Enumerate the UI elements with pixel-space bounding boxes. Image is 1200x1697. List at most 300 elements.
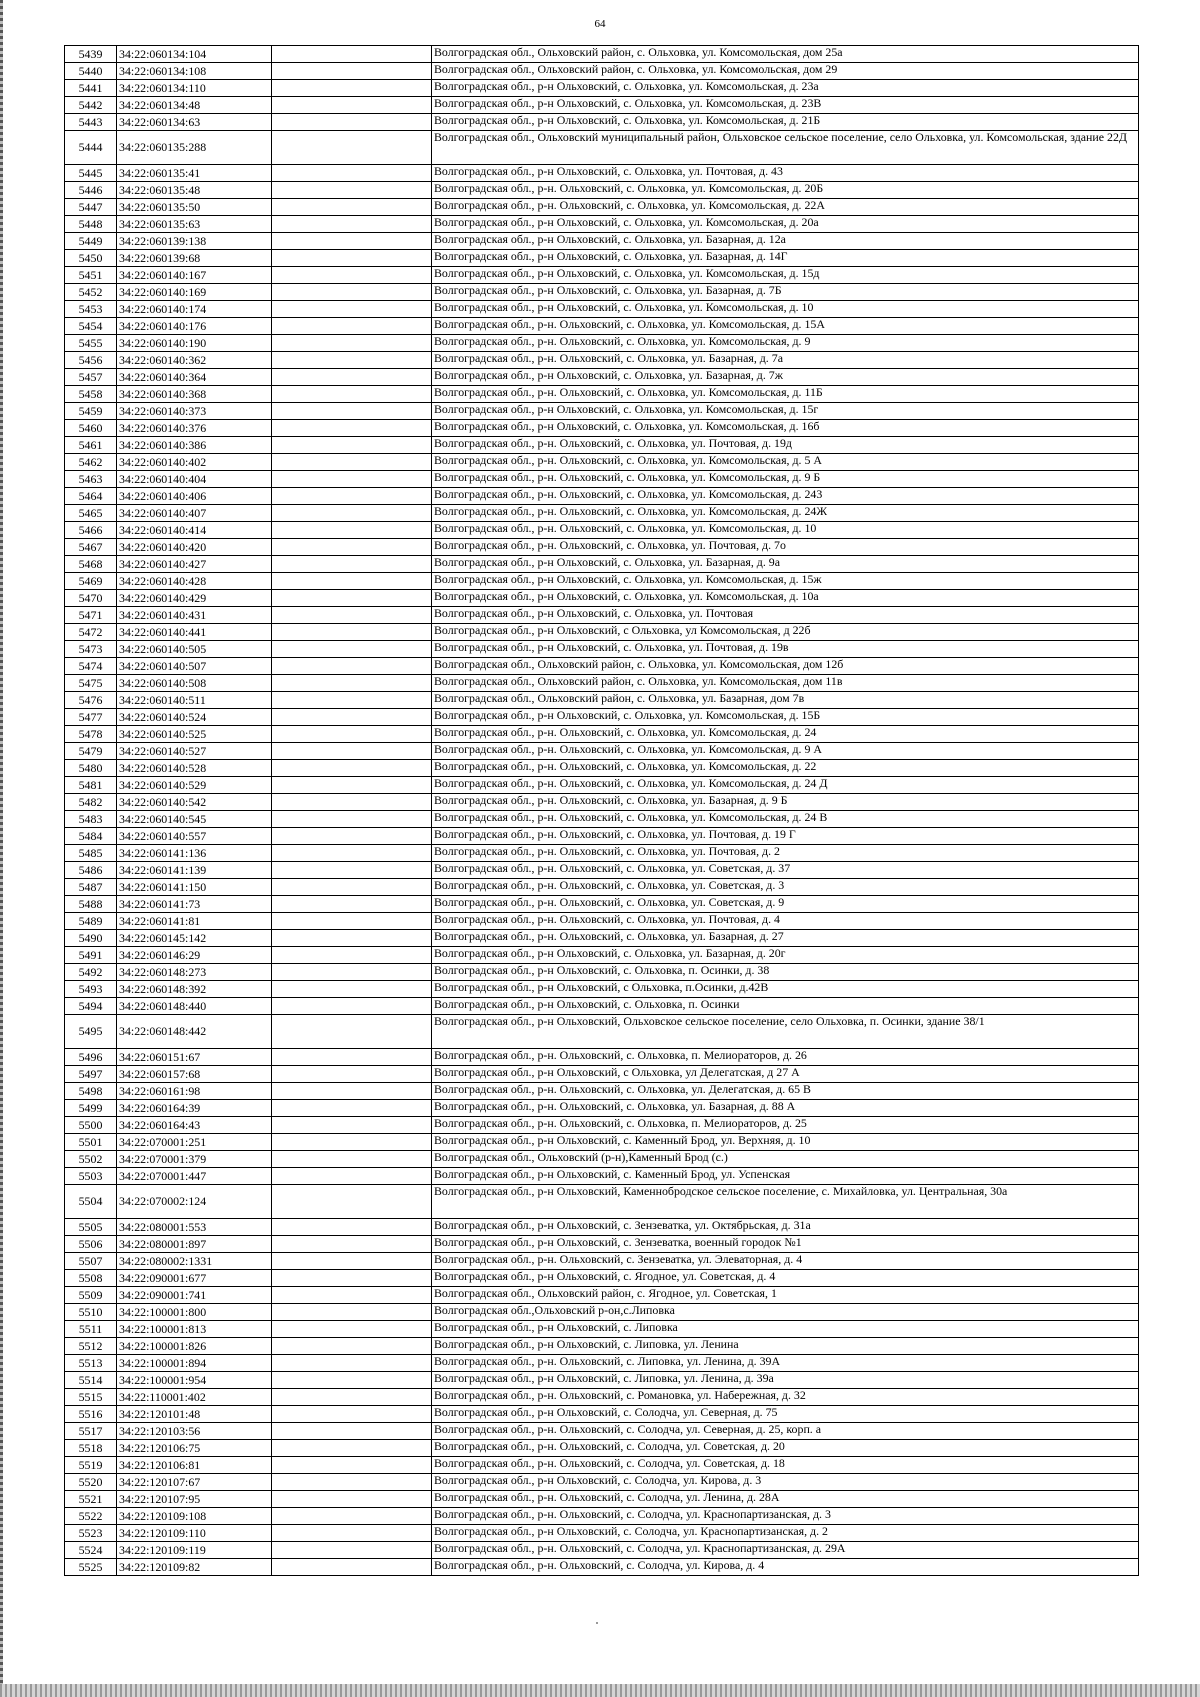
empty-cell — [272, 318, 432, 335]
address-cell: Волгоградская обл., р-н Ольховский, Каменнобродское сельское поселение, с. Михайловка, ул. Центральная, 30а — [432, 1185, 1139, 1219]
table-row — [65, 1338, 1139, 1355]
address-cell: Волгоградская обл., р-н. Ольховский, с. Солодча, ул. Краснопартизанская, д. 3 — [432, 1508, 1139, 1525]
row-number-cell: 5474 — [65, 658, 117, 675]
address-cell: Волгоградская обл., р-н. Ольховский, с. Солодча, ул. Советская, д. 18 — [432, 1457, 1139, 1474]
address-cell: Волгоградская обл., р-н. Ольховский, с. Ольховка, ул. Почтовая, д. 7о — [432, 539, 1139, 556]
cadastral-number-cell: 34:22:060140:190 — [117, 335, 272, 352]
empty-cell — [272, 1083, 432, 1100]
address-cell: Волгоградская обл., р-н. Ольховский, с. Ольховка, ул. Базарная, д. 7а — [432, 352, 1139, 369]
row-number-cell: 5461 — [65, 437, 117, 454]
cadastral-number-cell: 34:22:080001:897 — [117, 1236, 272, 1253]
empty-cell — [272, 777, 432, 794]
empty-cell — [272, 828, 432, 845]
address-cell: Волгоградская обл., р-н. Ольховский, с. Липовка, ул. Ленина, д. 39А — [432, 1355, 1139, 1372]
empty-cell — [272, 1270, 432, 1287]
cadastral-number-cell: 34:22:110001:402 — [117, 1389, 272, 1406]
cadastral-number-cell: 34:22:060140:431 — [117, 607, 272, 624]
address-cell: Волгоградская обл., р-н Ольховский, с. Ольховка, ул. Базарная, д. 12а — [432, 233, 1139, 250]
table-row — [65, 947, 1139, 964]
row-number-cell: 5490 — [65, 930, 117, 947]
cadastral-number-cell: 34:22:060157:68 — [117, 1066, 272, 1083]
table-row — [65, 641, 1139, 658]
row-number-cell: 5457 — [65, 369, 117, 386]
row-number-cell: 5449 — [65, 233, 117, 250]
empty-cell — [272, 1542, 432, 1559]
cadastral-number-cell: 34:22:060140:528 — [117, 760, 272, 777]
table-row — [65, 573, 1139, 590]
row-number-cell: 5508 — [65, 1270, 117, 1287]
cadastral-number-cell: 34:22:100001:800 — [117, 1304, 272, 1321]
empty-cell — [272, 1066, 432, 1083]
empty-cell — [272, 1355, 432, 1372]
empty-cell — [272, 46, 432, 63]
row-number-cell: 5485 — [65, 845, 117, 862]
row-number-cell: 5511 — [65, 1321, 117, 1338]
table-row — [65, 131, 1139, 165]
empty-cell — [272, 590, 432, 607]
address-cell: Волгоградская обл., р-н. Ольховский, с. Зензеватка, ул. Элеваторная, д. 4 — [432, 1253, 1139, 1270]
empty-cell — [272, 726, 432, 743]
scan-edge-left — [0, 0, 3, 1697]
empty-cell — [272, 1508, 432, 1525]
table-row — [65, 1372, 1139, 1389]
table-row — [65, 794, 1139, 811]
table-row — [65, 488, 1139, 505]
address-cell: Волгоградская обл., Ольховский район, с. Ольховка, ул. Базарная, дом 7в — [432, 692, 1139, 709]
table-row — [65, 1440, 1139, 1457]
empty-cell — [272, 1015, 432, 1049]
row-number-cell: 5463 — [65, 471, 117, 488]
cadastral-number-cell: 34:22:120109:110 — [117, 1525, 272, 1542]
address-cell: Волгоградская обл., р-н Ольховский, с. Ольховка, ул. Комсомольская, д. 15Б — [432, 709, 1139, 726]
cadastral-number-cell: 34:22:060134:63 — [117, 114, 272, 131]
empty-cell — [272, 233, 432, 250]
table-row — [65, 1542, 1139, 1559]
address-cell: Волгоградская обл., р-н Ольховский, с. Солодча, ул. Кирова, д. 3 — [432, 1474, 1139, 1491]
table-row — [65, 709, 1139, 726]
row-number-cell: 5478 — [65, 726, 117, 743]
scan-edge-bottom — [0, 1684, 1200, 1697]
cadastral-number-cell: 34:22:060146:29 — [117, 947, 272, 964]
row-number-cell: 5505 — [65, 1219, 117, 1236]
row-number-cell: 5460 — [65, 420, 117, 437]
empty-cell — [272, 454, 432, 471]
row-number-cell: 5489 — [65, 913, 117, 930]
cadastral-number-cell: 34:22:070001:251 — [117, 1134, 272, 1151]
table-row — [65, 1185, 1139, 1219]
empty-cell — [272, 641, 432, 658]
row-number-cell: 5450 — [65, 250, 117, 267]
empty-cell — [272, 1287, 432, 1304]
row-number-cell: 5443 — [65, 114, 117, 131]
row-number-cell: 5481 — [65, 777, 117, 794]
table-row — [65, 199, 1139, 216]
row-number-cell: 5441 — [65, 80, 117, 97]
row-number-cell: 5467 — [65, 539, 117, 556]
empty-cell — [272, 913, 432, 930]
row-number-cell: 5519 — [65, 1457, 117, 1474]
empty-cell — [272, 947, 432, 964]
empty-cell — [272, 539, 432, 556]
row-number-cell: 5516 — [65, 1406, 117, 1423]
cadastral-number-cell: 34:22:100001:813 — [117, 1321, 272, 1338]
empty-cell — [272, 692, 432, 709]
table-row — [65, 63, 1139, 80]
address-cell: Волгоградская обл., р-н. Ольховский, с. Ольховка, ул. Советская, д. 3 — [432, 879, 1139, 896]
row-number-cell: 5456 — [65, 352, 117, 369]
row-number-cell: 5495 — [65, 1015, 117, 1049]
cadastral-number-cell: 34:22:120107:95 — [117, 1491, 272, 1508]
empty-cell — [272, 862, 432, 879]
cadastral-number-cell: 34:22:120106:75 — [117, 1440, 272, 1457]
cadastral-number-cell: 34:22:060140:176 — [117, 318, 272, 335]
table-row — [65, 777, 1139, 794]
table-row — [65, 1066, 1139, 1083]
empty-cell — [272, 165, 432, 182]
empty-cell — [272, 1525, 432, 1542]
row-number-cell: 5524 — [65, 1542, 117, 1559]
address-cell: Волгоградская обл., Ольховский район, с. Ольховка, ул. Комсомольская, дом 11в — [432, 675, 1139, 692]
cadastral-number-cell: 34:22:060139:68 — [117, 250, 272, 267]
address-cell: Волгоградская обл., р-н Ольховский, с. Зензеватка, военный городок №1 — [432, 1236, 1139, 1253]
row-number-cell: 5473 — [65, 641, 117, 658]
table-row — [65, 1355, 1139, 1372]
address-cell: Волгоградская обл., Ольховский муниципальный район, Ольховское сельское поселение, село Ольховка, ул. Комсомольская, здание 22Д — [432, 131, 1139, 165]
address-cell: Волгоградская обл.,Ольховский р-он,с.Липовка — [432, 1304, 1139, 1321]
address-cell: Волгоградская обл., р-н. Ольховский, с. Солодча, ул. Краснопартизанская, д. 29А — [432, 1542, 1139, 1559]
cadastral-number-cell: 34:22:060140:169 — [117, 284, 272, 301]
cadastral-number-cell: 34:22:090001:677 — [117, 1270, 272, 1287]
cadastral-number-cell: 34:22:120101:48 — [117, 1406, 272, 1423]
empty-cell — [272, 403, 432, 420]
row-number-cell: 5480 — [65, 760, 117, 777]
address-cell: Волгоградская обл., р-н Ольховский, с. Ольховка, ул. Базарная, д. 20г — [432, 947, 1139, 964]
cadastral-number-cell: 34:22:060140:428 — [117, 573, 272, 590]
cadastral-number-cell: 34:22:060134:104 — [117, 46, 272, 63]
address-cell: Волгоградская обл., р-н Ольховский, с Ольховка, ул Комсомольская, д 22б — [432, 624, 1139, 641]
address-cell: Волгоградская обл., р-н. Ольховский, с. Ольховка, ул. Базарная, д. 9 Б — [432, 794, 1139, 811]
row-number-cell: 5448 — [65, 216, 117, 233]
empty-cell — [272, 624, 432, 641]
row-number-cell: 5514 — [65, 1372, 117, 1389]
table-row — [65, 1389, 1139, 1406]
empty-cell — [272, 97, 432, 114]
table-row — [65, 1168, 1139, 1185]
cadastral-number-cell: 34:22:060140:507 — [117, 658, 272, 675]
cadastral-number-cell: 34:22:060140:402 — [117, 454, 272, 471]
row-number-cell: 5509 — [65, 1287, 117, 1304]
cadastral-number-cell: 34:22:090001:741 — [117, 1287, 272, 1304]
table-row — [65, 981, 1139, 998]
table-row — [65, 1100, 1139, 1117]
address-cell: Волгоградская обл., р-н Ольховский, с Ольховка, ул Делегатская, д 27 А — [432, 1066, 1139, 1083]
table-row — [65, 522, 1139, 539]
table-row — [65, 437, 1139, 454]
row-number-cell: 5522 — [65, 1508, 117, 1525]
empty-cell — [272, 675, 432, 692]
empty-cell — [272, 658, 432, 675]
address-cell: Волгоградская обл., р-н. Ольховский, с. Ольховка, ул. Комсомольская, д. 24 — [432, 726, 1139, 743]
table-row — [65, 250, 1139, 267]
address-cell: Волгоградская обл., р-н Ольховский, с Ольховка, п.Осинки, д.42В — [432, 981, 1139, 998]
cadastral-number-cell: 34:22:060134:110 — [117, 80, 272, 97]
empty-cell — [272, 1491, 432, 1508]
table-row — [65, 352, 1139, 369]
row-number-cell: 5501 — [65, 1134, 117, 1151]
row-number-cell: 5497 — [65, 1066, 117, 1083]
empty-cell — [272, 1253, 432, 1270]
empty-cell — [272, 1185, 432, 1219]
cadastral-number-cell: 34:22:100001:894 — [117, 1355, 272, 1372]
empty-cell — [272, 845, 432, 862]
cadastral-number-cell: 34:22:060135:288 — [117, 131, 272, 165]
empty-cell — [272, 1406, 432, 1423]
cadastral-number-cell: 34:22:060164:39 — [117, 1100, 272, 1117]
empty-cell — [272, 505, 432, 522]
cadastral-number-cell: 34:22:060141:150 — [117, 879, 272, 896]
empty-cell — [272, 522, 432, 539]
cadastral-number-cell: 34:22:120107:67 — [117, 1474, 272, 1491]
empty-cell — [272, 437, 432, 454]
table-row — [65, 1423, 1139, 1440]
table-row — [65, 1508, 1139, 1525]
cadastral-number-cell: 34:22:070001:447 — [117, 1168, 272, 1185]
row-number-cell: 5494 — [65, 998, 117, 1015]
address-cell: Волгоградская обл., р-н Ольховский, с. Липовка, ул. Ленина, д. 39а — [432, 1372, 1139, 1389]
address-cell: Волгоградская обл., р-н Ольховский, с. Ольховка, ул. Комсомольская, д. 15д — [432, 267, 1139, 284]
cadastral-number-cell: 34:22:120103:56 — [117, 1423, 272, 1440]
address-cell: Волгоградская обл., р-н. Ольховский, с. Ольховка, ул. Комсомольская, д. 11Б — [432, 386, 1139, 403]
empty-cell — [272, 114, 432, 131]
cadastral-number-cell: 34:22:060140:174 — [117, 301, 272, 318]
table-row — [65, 1117, 1139, 1134]
address-cell: Волгоградская обл., р-н. Ольховский, с. Ольховка, ул. Комсомольская, д. 24 Д — [432, 777, 1139, 794]
row-number-cell: 5517 — [65, 1423, 117, 1440]
address-cell: Волгоградская обл., р-н. Ольховский, с. Ольховка, ул. Почтовая, д. 19д — [432, 437, 1139, 454]
table-row — [65, 165, 1139, 182]
address-cell: Волгоградская обл., р-н. Ольховский, с. Ольховка, ул. Базарная, д. 27 — [432, 930, 1139, 947]
table-row — [65, 471, 1139, 488]
table-row — [65, 301, 1139, 318]
table-row — [65, 233, 1139, 250]
row-number-cell: 5521 — [65, 1491, 117, 1508]
cadastral-number-cell: 34:22:060134:48 — [117, 97, 272, 114]
row-number-cell: 5471 — [65, 607, 117, 624]
address-cell: Волгоградская обл., р-н. Ольховский, с. Ольховка, ул. Советская, д. 37 — [432, 862, 1139, 879]
table-row — [65, 114, 1139, 131]
cadastral-number-cell: 34:22:060145:142 — [117, 930, 272, 947]
table-row — [65, 675, 1139, 692]
table-row — [65, 607, 1139, 624]
row-number-cell: 5498 — [65, 1083, 117, 1100]
address-cell: Волгоградская обл., р-н. Ольховский, с. Солодча, ул. Советская, д. 20 — [432, 1440, 1139, 1457]
address-cell: Волгоградская обл., Ольховский район, с. Ольховка, ул. Комсомольская, дом 12б — [432, 658, 1139, 675]
empty-cell — [272, 743, 432, 760]
table-row — [65, 879, 1139, 896]
cadastral-number-cell: 34:22:060140:364 — [117, 369, 272, 386]
address-cell: Волгоградская обл., р-н Ольховский, с. Ольховка, п. Осинки — [432, 998, 1139, 1015]
row-number-cell: 5465 — [65, 505, 117, 522]
address-cell: Волгоградская обл., р-н. Ольховский, с. Ольховка, ул. Комсомольская, д. 9 Б — [432, 471, 1139, 488]
cadastral-number-cell: 34:22:060141:136 — [117, 845, 272, 862]
cadastral-number-cell: 34:22:060140:441 — [117, 624, 272, 641]
cadastral-number-cell: 34:22:060140:427 — [117, 556, 272, 573]
cadastral-number-cell: 34:22:060140:508 — [117, 675, 272, 692]
row-number-cell: 5466 — [65, 522, 117, 539]
address-cell: Волгоградская обл., р-н Ольховский, с. Ольховка, ул. Почтовая, д. 43 — [432, 165, 1139, 182]
address-cell: Волгоградская обл., р-н. Ольховский, с. Ольховка, ул. Базарная, д. 88 А — [432, 1100, 1139, 1117]
address-cell: Волгоградская обл., р-н Ольховский, с. Ольховка, ул. Комсомольская, д. 16б — [432, 420, 1139, 437]
registry-table — [64, 45, 1139, 1576]
cadastral-number-cell: 34:22:060140:420 — [117, 539, 272, 556]
empty-cell — [272, 216, 432, 233]
page-number: 64 — [594, 18, 606, 30]
address-cell: Волгоградская обл., р-н Ольховский, с. Ольховка, ул. Комсомольская, д. 10а — [432, 590, 1139, 607]
empty-cell — [272, 998, 432, 1015]
empty-cell — [272, 794, 432, 811]
row-number-cell: 5513 — [65, 1355, 117, 1372]
table-row — [65, 658, 1139, 675]
row-number-cell: 5482 — [65, 794, 117, 811]
empty-cell — [272, 964, 432, 981]
table-row — [65, 930, 1139, 947]
cadastral-number-cell: 34:22:060161:98 — [117, 1083, 272, 1100]
cadastral-number-cell: 34:22:060140:414 — [117, 522, 272, 539]
row-number-cell: 5518 — [65, 1440, 117, 1457]
row-number-cell: 5483 — [65, 811, 117, 828]
table-row — [65, 1236, 1139, 1253]
address-cell: Волгоградская обл., р-н Ольховский, с. Липовка, ул. Ленина — [432, 1338, 1139, 1355]
row-number-cell: 5464 — [65, 488, 117, 505]
table-row — [65, 539, 1139, 556]
cadastral-number-cell: 34:22:100001:954 — [117, 1372, 272, 1389]
row-number-cell: 5510 — [65, 1304, 117, 1321]
row-number-cell: 5506 — [65, 1236, 117, 1253]
table-row — [65, 760, 1139, 777]
cadastral-number-cell: 34:22:080002:1331 — [117, 1253, 272, 1270]
address-cell: Волгоградская обл., р-н. Ольховский, с. Ольховка, ул. Почтовая, д. 19 Г — [432, 828, 1139, 845]
row-number-cell: 5487 — [65, 879, 117, 896]
table-row — [65, 828, 1139, 845]
row-number-cell: 5447 — [65, 199, 117, 216]
address-cell: Волгоградская обл., р-н Ольховский, с. Ольховка, ул. Базарная, д. 14Г — [432, 250, 1139, 267]
address-cell: Волгоградская обл., р-н. Ольховский, с. Ольховка, п. Мелиораторов, д. 25 — [432, 1117, 1139, 1134]
row-number-cell: 5472 — [65, 624, 117, 641]
cadastral-number-cell: 34:22:060140:407 — [117, 505, 272, 522]
empty-cell — [272, 420, 432, 437]
cadastral-number-cell: 34:22:060140:368 — [117, 386, 272, 403]
empty-cell — [272, 879, 432, 896]
row-number-cell: 5470 — [65, 590, 117, 607]
cadastral-number-cell: 34:22:060141:139 — [117, 862, 272, 879]
address-cell: Волгоградская обл., р-н. Ольховский, с. Ольховка, ул. Почтовая, д. 2 — [432, 845, 1139, 862]
row-number-cell: 5492 — [65, 964, 117, 981]
cadastral-number-cell: 34:22:060140:386 — [117, 437, 272, 454]
address-cell: Волгоградская обл., р-н Ольховский, с. Липовка — [432, 1321, 1139, 1338]
row-number-cell: 5446 — [65, 182, 117, 199]
address-cell: Волгоградская обл., р-н. Ольховский, с. Ольховка, п. Мелиораторов, д. 26 — [432, 1049, 1139, 1066]
row-number-cell: 5442 — [65, 97, 117, 114]
table-row — [65, 267, 1139, 284]
empty-cell — [272, 930, 432, 947]
empty-cell — [272, 607, 432, 624]
empty-cell — [272, 1372, 432, 1389]
address-cell: Волгоградская обл., р-н Ольховский, с. Ягодное, ул. Советская, д. 4 — [432, 1270, 1139, 1287]
table-row — [65, 692, 1139, 709]
address-cell: Волгоградская обл., р-н. Ольховский, с. Ольховка, ул. Комсомольская, д. 5 А — [432, 454, 1139, 471]
table-row — [65, 1287, 1139, 1304]
table-row — [65, 556, 1139, 573]
row-number-cell: 5484 — [65, 828, 117, 845]
row-number-cell: 5453 — [65, 301, 117, 318]
row-number-cell: 5503 — [65, 1168, 117, 1185]
empty-cell — [272, 1338, 432, 1355]
table-row — [65, 46, 1139, 63]
empty-cell — [272, 471, 432, 488]
empty-cell — [272, 1168, 432, 1185]
address-cell: Волгоградская обл., р-н Ольховский, с. Ольховка, ул. Базарная, д. 7ж — [432, 369, 1139, 386]
row-number-cell: 5523 — [65, 1525, 117, 1542]
table-row — [65, 80, 1139, 97]
table-row — [65, 1559, 1139, 1576]
table-row — [65, 318, 1139, 335]
scan-speck — [596, 1622, 598, 1624]
cadastral-number-cell: 34:22:060135:50 — [117, 199, 272, 216]
address-cell: Волгоградская обл., р-н Ольховский, с. Каменный Брод, ул. Верхняя, д. 10 — [432, 1134, 1139, 1151]
empty-cell — [272, 1559, 432, 1576]
table-row — [65, 1253, 1139, 1270]
row-number-cell: 5476 — [65, 692, 117, 709]
table-row — [65, 454, 1139, 471]
empty-cell — [272, 811, 432, 828]
table-row — [65, 97, 1139, 114]
row-number-cell: 5496 — [65, 1049, 117, 1066]
table-row — [65, 998, 1139, 1015]
empty-cell — [272, 1423, 432, 1440]
row-number-cell: 5445 — [65, 165, 117, 182]
table-row — [65, 216, 1139, 233]
table-row — [65, 845, 1139, 862]
address-cell: Волгоградская обл., р-н. Ольховский, с. Ольховка, ул. Комсомольская, д. 22 — [432, 760, 1139, 777]
address-cell: Волгоградская обл., р-н. Ольховский, с. Солодча, ул. Северная, д. 25, корп. а — [432, 1423, 1139, 1440]
address-cell: Волгоградская обл., р-н Ольховский, с. Ольховка, ул. Комсомольская, д. 20а — [432, 216, 1139, 233]
row-number-cell: 5507 — [65, 1253, 117, 1270]
cadastral-number-cell: 34:22:060164:43 — [117, 1117, 272, 1134]
cadastral-number-cell: 34:22:060135:48 — [117, 182, 272, 199]
empty-cell — [272, 981, 432, 998]
address-cell: Волгоградская обл., р-н Ольховский, с. Ольховка, ул. Почтовая — [432, 607, 1139, 624]
cadastral-number-cell: 34:22:060148:442 — [117, 1015, 272, 1049]
row-number-cell: 5500 — [65, 1117, 117, 1134]
address-cell: Волгоградская обл., р-н Ольховский, с. Ольховка, ул. Комсомольская, д. 15ж — [432, 573, 1139, 590]
table-row — [65, 1406, 1139, 1423]
row-number-cell: 5458 — [65, 386, 117, 403]
row-number-cell: 5504 — [65, 1185, 117, 1219]
address-cell: Волгоградская обл., р-н Ольховский, с. Ольховка, ул. Почтовая, д. 19в — [432, 641, 1139, 658]
table-row — [65, 369, 1139, 386]
empty-cell — [272, 199, 432, 216]
cadastral-number-cell: 34:22:060141:81 — [117, 913, 272, 930]
row-number-cell: 5491 — [65, 947, 117, 964]
address-cell: Волгоградская обл., р-н. Ольховский, с. Ольховка, ул. Комсомольская, д. 20Б — [432, 182, 1139, 199]
address-cell: Волгоградская обл., р-н. Ольховский, с. Ольховка, ул. Комсомольская, д. 9 — [432, 335, 1139, 352]
cadastral-number-cell: 34:22:060140:545 — [117, 811, 272, 828]
empty-cell — [272, 1219, 432, 1236]
cadastral-number-cell: 34:22:060140:404 — [117, 471, 272, 488]
address-cell: Волгоградская обл., р-н Ольховский, с. Ольховка, ул. Комсомольская, д. 23а — [432, 80, 1139, 97]
cadastral-number-cell: 34:22:060141:73 — [117, 896, 272, 913]
table-row — [65, 284, 1139, 301]
